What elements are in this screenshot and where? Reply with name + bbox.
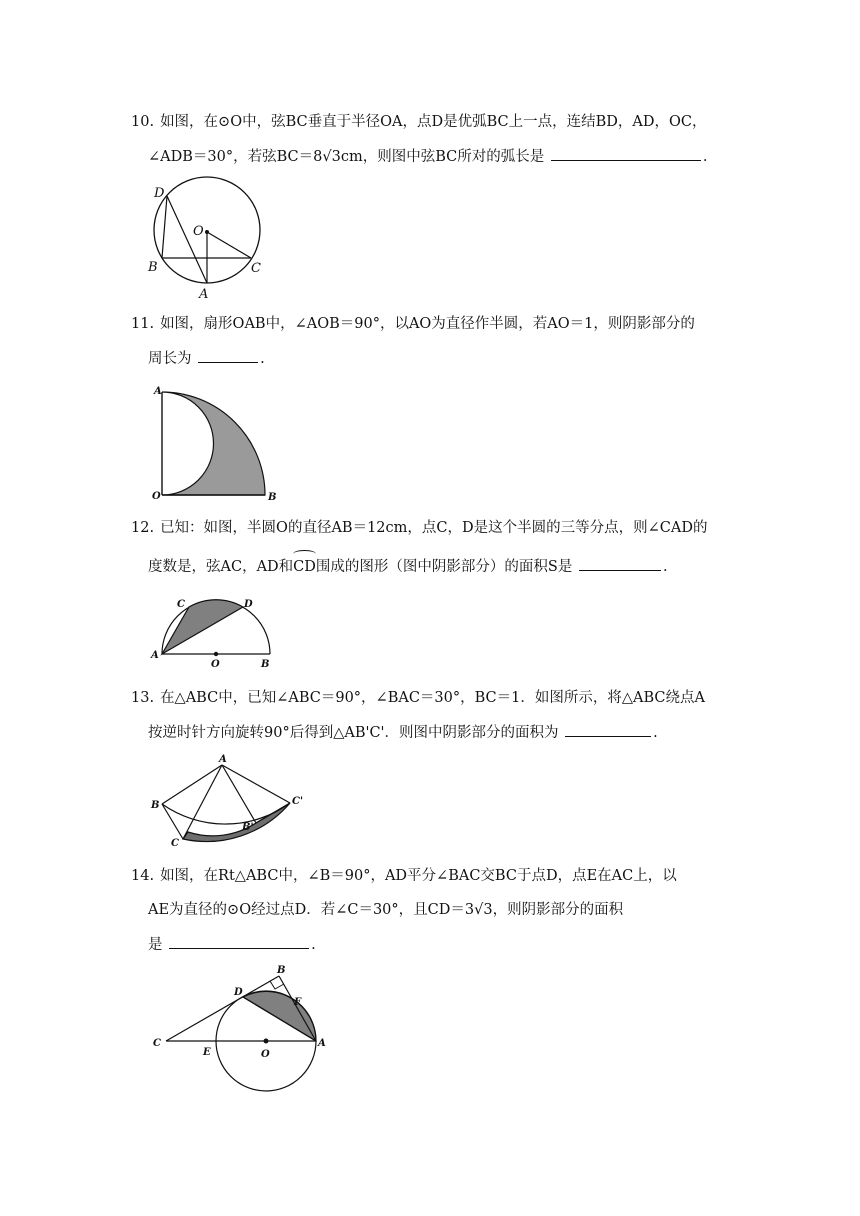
label-b: B (151, 800, 160, 811)
problem-13-line-1 (131, 688, 705, 708)
label-a: A (151, 650, 159, 661)
rotation-diagram (145, 752, 315, 852)
problem-10-text-2a: ∠ADB＝30°，若弦BC＝8 (148, 149, 323, 165)
problem-13-line-2 (148, 722, 658, 743)
label-c: C (177, 599, 185, 610)
problem-14-line-1 (131, 866, 677, 886)
problem-10-answer-blank[interactable] (551, 146, 701, 161)
label-b: B (268, 492, 277, 503)
problem-11-text-1: 如图，扇形OAB中，∠AOB＝90°，以AO为直径作半圆，若AO＝1，则阴影部分的 (160, 316, 695, 332)
problem-11-end: . (260, 351, 265, 367)
problem-14-text-2a: AE为直径的⊙O经过点D．若∠C＝30°，且CD＝3 (148, 902, 475, 918)
problem-12-end: . (662, 559, 668, 575)
problem-14-line-2 (148, 900, 623, 920)
label-a: A (219, 754, 227, 765)
problem-12-text-2b: 围成的图形（图中阴影部分）的面积S是 (315, 559, 573, 575)
problem-14-answer-blank[interactable] (169, 934, 309, 949)
label-a: A (199, 287, 209, 302)
problem-11-text-2a: 周长为 (148, 351, 192, 367)
problem-12-figure (145, 592, 285, 672)
shaded-region (243, 991, 316, 1041)
shaded-region (162, 600, 243, 654)
label-o: O (211, 659, 220, 670)
label-d: D (234, 987, 243, 998)
problem-10-line-2 (148, 146, 707, 167)
arc-cd-notation (293, 557, 316, 577)
label-b-prime: B' (242, 822, 254, 833)
problem-10-text-1: 如图，在⊙O中，弦BC垂直于半径OA，点D是优弧BC上一点，连结BD，AD，OC， (160, 114, 707, 130)
label-o: O (193, 224, 204, 239)
label-d: D (154, 186, 165, 201)
label-a: A (154, 386, 162, 397)
label-o: O (261, 1049, 270, 1060)
problem-14-figure (148, 962, 338, 1092)
problem-13-number: 13. (131, 690, 155, 706)
problem-11-line-1 (131, 314, 695, 334)
label-o: O (152, 491, 161, 502)
problem-12-answer-blank[interactable] (579, 556, 661, 571)
label-c: C (171, 838, 179, 849)
problem-14-root: √3 (474, 902, 493, 918)
problem-12-number: 12. (131, 520, 155, 536)
problem-10-figure (140, 175, 280, 305)
problem-13-text-1: 在△ABC中，已知∠ABC＝90°，∠BAC＝30°，BC＝1．如图所示，将△ABC绕点A (160, 690, 705, 706)
problem-14-end: . (311, 937, 316, 953)
problem-14-text-2b: ，则阴影部分的面积 (492, 902, 624, 918)
problem-13-end: . (653, 725, 658, 741)
label-c: C (153, 1038, 161, 1049)
circle-chord-diagram (140, 175, 280, 305)
label-c-prime: C' (292, 796, 304, 807)
problem-14-line-3 (148, 934, 316, 955)
arc-cd-label: CD (293, 559, 316, 575)
problem-12-text-2a: 度数是，弦AC，AD和 (148, 559, 294, 575)
problem-10-text-2b: cm，则图中弦BC所对的弧长是 (340, 149, 545, 165)
label-a: A (318, 1038, 326, 1049)
problem-14-text-3a: 是 (148, 937, 163, 953)
problem-11-line-2 (148, 348, 265, 369)
right-triangle-circle-diagram (148, 962, 338, 1092)
problem-13-text-2a: 按逆时针方向旋转90°后得到△AB'C'．则图中阴影部分的面积为 (148, 725, 559, 741)
problem-13-figure (145, 752, 315, 852)
problem-14-text-1: 如图，在Rt△ABC中，∠B＝90°，AD平分∠BAC交BC于点D，点E在AC上，以 (160, 868, 677, 884)
problem-11-figure (150, 383, 285, 503)
label-d: D (244, 599, 253, 610)
problem-12-text-1: 已知：如图，半圆O的直径AB＝12cm，点C，D是这个半圆的三等分点，则∠CAD的 (160, 520, 708, 536)
label-b: B (261, 659, 270, 670)
semicircle-diagram (145, 592, 285, 672)
problem-10-number: 10. (131, 114, 155, 130)
label-b: B (148, 260, 158, 275)
label-c: C (251, 261, 261, 276)
problem-12-line-1 (131, 518, 707, 538)
problem-10-root: √3 (322, 149, 341, 165)
problem-11-answer-blank[interactable] (198, 348, 258, 363)
problem-13-answer-blank[interactable] (565, 722, 651, 737)
problem-10-line-1 (131, 112, 706, 132)
sector-diagram (150, 383, 285, 503)
problem-11-number: 11. (131, 316, 155, 332)
label-e: E (203, 1047, 211, 1058)
problem-10-end: . (702, 149, 708, 165)
problem-14-number: 14. (131, 868, 155, 884)
label-b: B (277, 965, 286, 976)
label-f: F (294, 997, 302, 1008)
shaded-region (162, 392, 265, 495)
problem-12-line-2 (148, 556, 668, 577)
